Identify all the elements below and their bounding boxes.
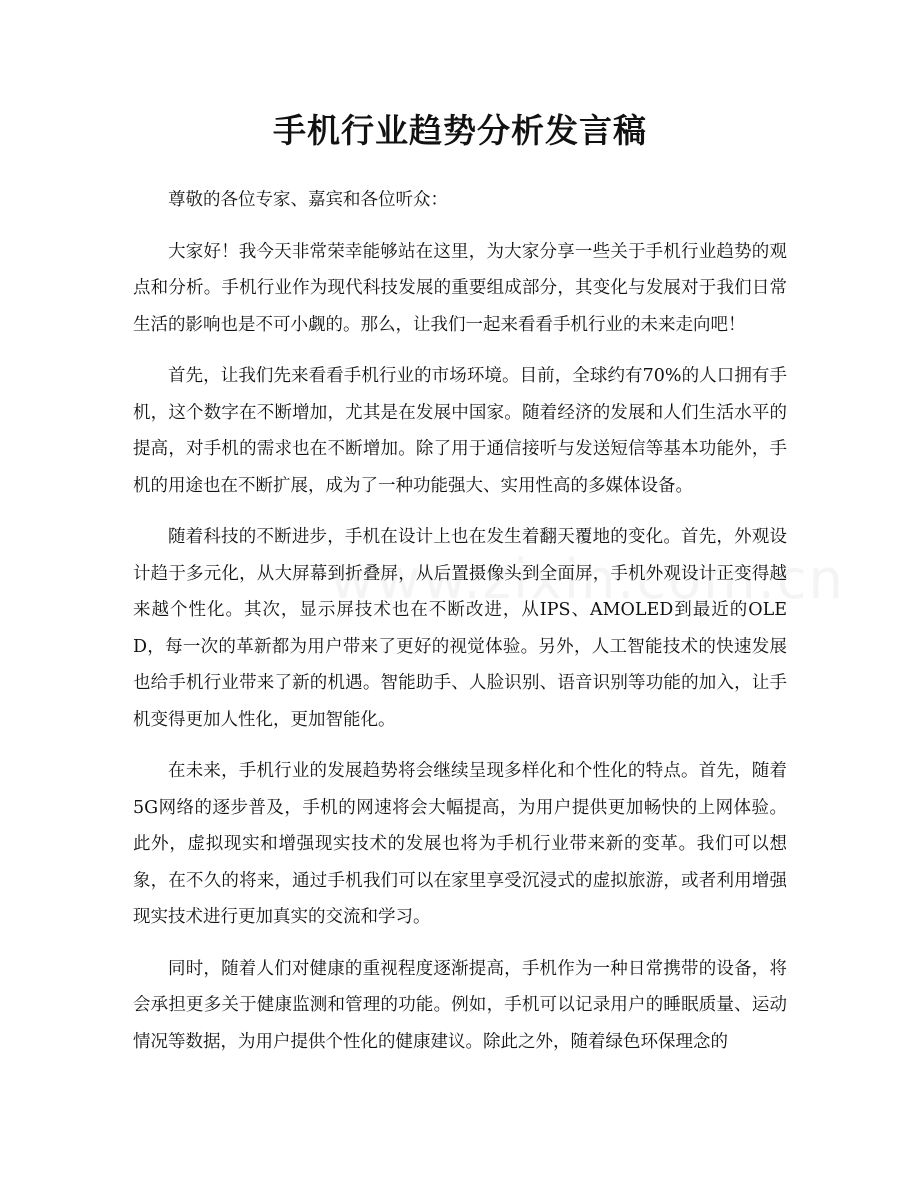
body-paragraph: 在未来，手机行业的发展趋势将会继续呈现多样化和个性化的特点。首先，随着5G网络的逐步普及，手机的网速将会大幅提高，为用户提供更加畅快的上网体验。此外，虚拟现实和增强现实技术的发展也将为手机行业带来新的变革。我们可以想象，在不久的将来，通过手机我们可以在家里享受沉浸式的虚拟旅游，或者利用增强现实技术进行更加真实的交流和学习。	[133, 761, 787, 927]
document-body	[133, 182, 787, 1075]
body-paragraph: 同时，随着人们对健康的重视程度逐渐提高，手机作为一种日常携带的设备，将会承担更多关于健康监测和管理的功能。例如，手机可以记录用户的睡眠质量、运动情况等数据，为用户提供个性化的健康建议。除此之外，随着绿色环保理念的	[133, 958, 787, 1052]
body-paragraph: 首先，让我们先来看看手机行业的市场环境。目前，全球约有70%的人口拥有手机，这个数字在不断增加，尤其是在发展中国家。随着经济的发展和人们生活水平的提高，对手机的需求也在不断增加。除了用于通信接听与发送短信等基本功能外，手机的用途也在不断扩展，成为了一种功能强大、实用性高的多媒体设备。	[133, 366, 787, 496]
body-paragraph: 大家好！我今天非常荣幸能够站在这里，为大家分享一些关于手机行业趋势的观点和分析。手机行业作为现代科技发展的重要组成部分，其变化与发展对于我们日常生活的影响也是不可小觑的。那么，让我们一起来看看手机行业的未来走向吧！	[133, 241, 787, 335]
page-title: 手机行业趋势分析发言稿	[273, 111, 647, 150]
salutation-paragraph: 尊敬的各位专家、嘉宾和各位听众：	[168, 190, 448, 210]
body-paragraph: 随着科技的不断进步，手机在设计上也在发生着翻天覆地的变化。首先，外观设计趋于多元化，从大屏幕到折叠屏，从后置摄像头到全面屏，手机外观设计正变得越来越个性化。其次，显示屏技术也在不断改进，从IPS、AMOLED到最近的OLED，每一次的革新都为用户带来了更好的视觉体验。另外，人工智能技术的快速发展也给手机行业带来了新的机遇。智能助手、人脸识别、语音识别等功能的加入，让手机变得更加人性化，更加智能化。	[133, 527, 787, 730]
